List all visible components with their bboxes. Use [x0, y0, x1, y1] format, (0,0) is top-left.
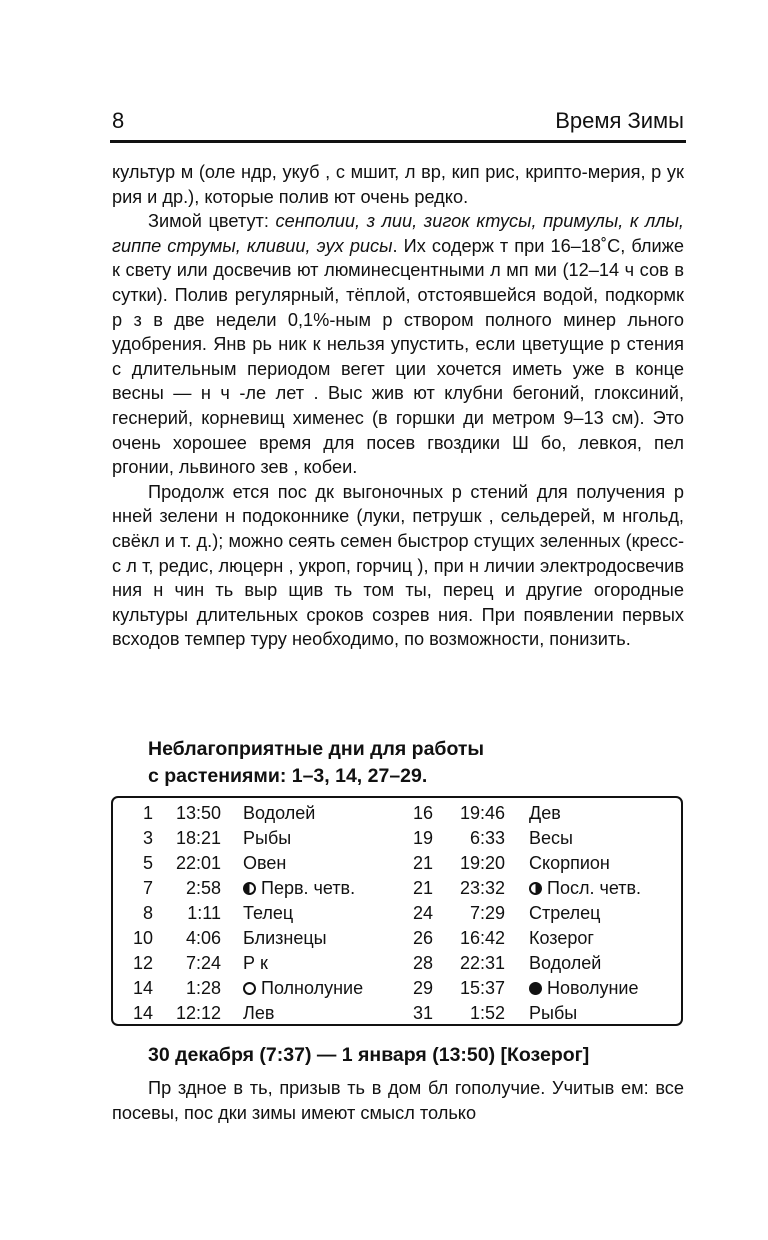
unfavorable-days-line-1: Неблагоприятные дни для работы — [148, 738, 485, 760]
calendar-sign — [529, 878, 641, 899]
paragraph-2-plants: сенполии, з лии, зигок ктусы, примулы, к ллы, гиппе струмы, кливии, эух рисы — [112, 211, 684, 256]
calendar-sign-label: Овен — [243, 853, 287, 873]
calendar-day: 14 — [132, 978, 153, 998]
bottom-text — [112, 1076, 684, 1126]
calendar-row — [113, 853, 681, 878]
calendar-sign-label: Новолуние — [547, 978, 639, 998]
calendar-sign-label: Полнолуние — [261, 978, 364, 998]
calendar-day: 14 — [132, 1003, 153, 1023]
calendar-time: 18:21 — [175, 828, 221, 848]
calendar-day: 5 — [142, 853, 153, 873]
calendar-sign-label: Лев — [243, 1003, 275, 1023]
paragraph-2 — [112, 209, 684, 480]
running-title: Время Зимы — [555, 108, 684, 133]
period-heading: 30 декабря (7:37) — 1 января (13:50) [Козерог] — [148, 1044, 590, 1066]
paragraph-1: культур м (оле ндр, укуб , с мшит, л вр, кип рис, крипто-мерия, р ук рия и др.), которые полив ют очень редко. — [112, 162, 684, 207]
calendar-sign-label: Скорпион — [529, 853, 610, 873]
calendar-sign — [529, 853, 610, 874]
calendar-sign-label: Стрелец — [529, 903, 601, 923]
calendar-time: 1:52 — [469, 1003, 505, 1023]
calendar-day: 10 — [132, 928, 153, 948]
calendar-day: 28 — [412, 953, 433, 973]
calendar-sign — [529, 828, 573, 849]
calendar-time: 1:11 — [187, 903, 221, 923]
calendar-sign-label: Водолей — [529, 953, 602, 973]
calendar-day: 24 — [412, 903, 433, 923]
calendar-day: 29 — [412, 978, 433, 998]
calendar-row — [113, 978, 681, 1003]
calendar-sign — [529, 903, 601, 924]
calendar-sign — [529, 1003, 577, 1024]
paragraph-4: Пр здное в ть, призыв ть в дом бл гополучие. Учитыв ем: все посевы, пос дки зимы имеют смысл только — [112, 1078, 684, 1123]
moon-phase-last-icon — [529, 882, 542, 895]
calendar-sign — [529, 928, 594, 949]
calendar-time: 16:42 — [459, 928, 505, 948]
calendar-time: 2:58 — [185, 878, 221, 898]
calendar-time: 19:46 — [459, 803, 505, 823]
calendar-row — [113, 803, 681, 828]
calendar-row — [113, 878, 681, 903]
calendar-day: 8 — [142, 903, 153, 923]
paragraph-3: Продолж ется пос дк выгоночных р стений для получения р нней зелени н подоконнике (луки, петрушк , сельдерей, м нгольд, свёкл и т. д.); можно сеять семен быстрор стущих зеленных (кресс-с л т, редис, люцерн , укроп, горчиц ), при н личии электродосвечив ния н чин ть выр щив ть том ты, перец и другие огородные культуры длительных сроков созрев ния. При появлении первых всходов темпер туру необходимо, по возможности, понизить. — [112, 481, 684, 650]
body-text — [112, 160, 684, 652]
calendar-time: 23:32 — [459, 878, 505, 898]
calendar-day: 7 — [142, 878, 153, 898]
calendar-sign-label: Козерог — [529, 928, 594, 948]
calendar-day: 1 — [142, 803, 153, 823]
calendar-day: 16 — [412, 803, 433, 823]
calendar-time: 13:50 — [175, 803, 221, 823]
calendar-row — [113, 1003, 681, 1028]
calendar-sign-label: Р к — [243, 953, 268, 973]
calendar-sign-label: Перв. четв. — [261, 878, 356, 898]
page-number: 8 — [112, 108, 125, 133]
calendar-day: 26 — [412, 928, 433, 948]
calendar-sign-label: Рыбы — [243, 828, 292, 848]
calendar-time: 12:12 — [175, 1003, 221, 1023]
calendar-time: 22:31 — [459, 953, 505, 973]
calendar-row — [113, 928, 681, 953]
calendar-row — [113, 828, 681, 853]
calendar-sign-label: Рыбы — [529, 1003, 578, 1023]
calendar-time: 22:01 — [175, 853, 221, 873]
calendar-sign-label: Посл. четв. — [547, 878, 642, 898]
moon-calendar-table — [111, 796, 683, 1026]
calendar-sign — [529, 953, 601, 974]
calendar-sign-label: Весы — [529, 828, 573, 848]
calendar-day: 21 — [412, 853, 433, 873]
calendar-sign-label: Близнецы — [243, 928, 327, 948]
calendar-time: 4:06 — [185, 928, 221, 948]
calendar-time: 7:29 — [469, 903, 505, 923]
calendar-row — [113, 953, 681, 978]
calendar-day: 12 — [132, 953, 153, 973]
calendar-sign-label: Телец — [243, 903, 294, 923]
calendar-time: 1:28 — [185, 978, 221, 998]
calendar-sign — [529, 978, 639, 999]
moon-phase-new-icon — [529, 982, 542, 995]
calendar-day: 19 — [412, 828, 433, 848]
calendar-sign-label: Водолей — [243, 803, 316, 823]
paragraph-2-rest: . Их содерж т при 16–18˚С, ближе к свету или досвечив ют люминесцентными л мп ми (12–14 ч сов в сутки). Полив регулярный, тёплой, отстоявшейся водой, подкормк р з в две недели 0,1%-ным р створом полного минер льного удобрения. Янв рь ник к нельзя упустить, если цветущие р стения с длительным периодом вегет ции хочется иметь уже в конце весны — н ч -ле лет . Выс жив ют клубни бегоний, глоксиний, геснерий, корневищ хименес (в горшки ди метром 9–13 см). Это очень хорошее время для посев гвоздики Ш бо, левкоя, пел ргонии, львиного зев , кобеи. — [112, 235, 684, 478]
paragraph-2-intro: Зимой цветут: — [148, 211, 276, 232]
calendar-time: 7:24 — [185, 953, 221, 973]
calendar-sign-label: Дев — [529, 803, 561, 823]
calendar-time: 19:20 — [459, 853, 505, 873]
calendar-time: 6:33 — [469, 828, 505, 848]
calendar-sign — [529, 803, 561, 824]
unfavorable-days-heading — [148, 736, 484, 790]
calendar-row — [113, 903, 681, 928]
calendar-day: 21 — [412, 878, 433, 898]
calendar-day: 31 — [412, 1003, 433, 1023]
calendar-time: 15:37 — [459, 978, 505, 998]
unfavorable-days-line-2: с растениями: 1–3, 14, 27–29. — [148, 765, 428, 787]
calendar-day: 3 — [142, 828, 153, 848]
header-rule — [110, 140, 686, 143]
